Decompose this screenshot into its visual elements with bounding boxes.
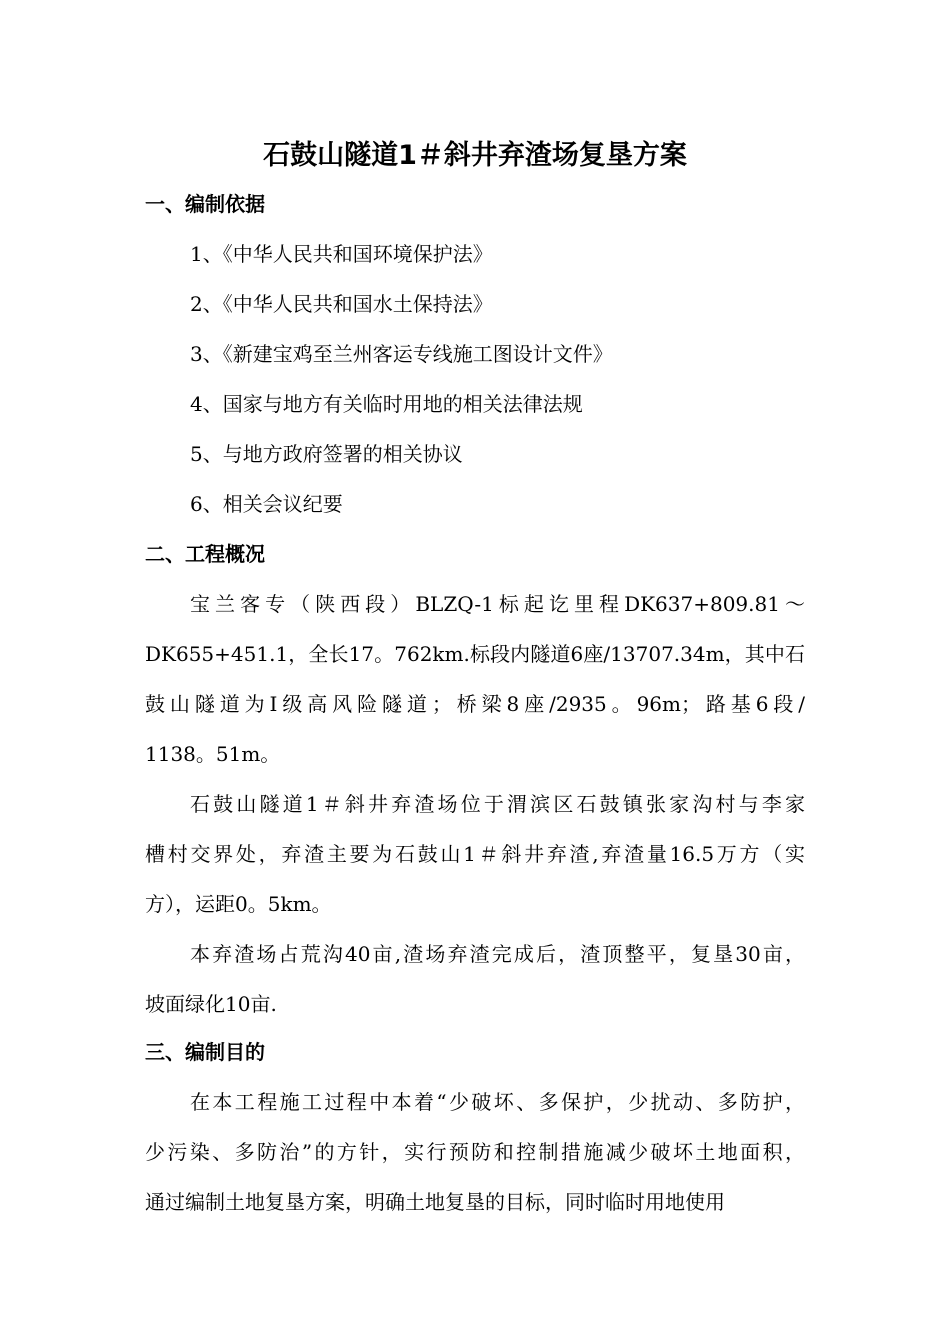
section-heading-overview: 二、工程概况 [145,542,265,566]
basis-item: 2、《中华人民共和国水土保持法》 [190,292,493,316]
purpose-line: 少污染、多防治”的方针，实行预防和控制措施减少破坏土地面积， [145,1140,805,1164]
basis-item: 1、《中华人民共和国环境保护法》 [190,242,493,266]
overview-line: 本弃渣场占荒沟40亩,渣场弃渣完成后，渣顶整平，复垦30亩， [190,942,805,966]
overview-line: 方），运距0。5km。 [145,892,332,916]
purpose-line: 通过编制土地复垦方案，明确土地复垦的目标，同时临时用地使用 [145,1190,725,1214]
overview-line: 石鼓山隧道1＃斜井弃渣场位于渭滨区石鼓镇张家沟村与李家 [190,792,805,816]
section-heading-purpose: 三、编制目的 [145,1040,265,1064]
basis-item: 3、《新建宝鸡至兰州客运专线施工图设计文件》 [190,342,613,366]
overview-line: 1138。51m。 [145,742,281,766]
overview-line: DK655+451.1，全长17。762km.标段内隧道6座/13707.34m，其中石 [145,642,805,666]
basis-item: 4、国家与地方有关临时用地的相关法律法规 [190,392,583,416]
overview-line: 宝兰客专（陕西段）BLZQ-1标起讫里程DK637+809.81～ [190,592,805,616]
purpose-line: 在本工程施工过程中本着“少破坏、多保护，少扰动、多防护， [190,1090,805,1114]
overview-line: 槽村交界处，弃渣主要为石鼓山1＃斜井弃渣,弃渣量16.5万方（实 [145,842,805,866]
overview-line: 鼓山隧道为Ⅰ级高风险隧道；桥梁8座/2935。96m；路基6段/ [145,692,805,716]
basis-item: 5、与地方政府签署的相关协议 [190,442,463,466]
document-title: 石鼓山隧道1＃斜井弃渣场复垦方案 [263,140,687,171]
basis-item: 6、相关会议纪要 [190,492,343,516]
overview-line: 坡面绿化10亩. [145,992,277,1016]
section-heading-basis: 一、编制依据 [145,192,265,216]
